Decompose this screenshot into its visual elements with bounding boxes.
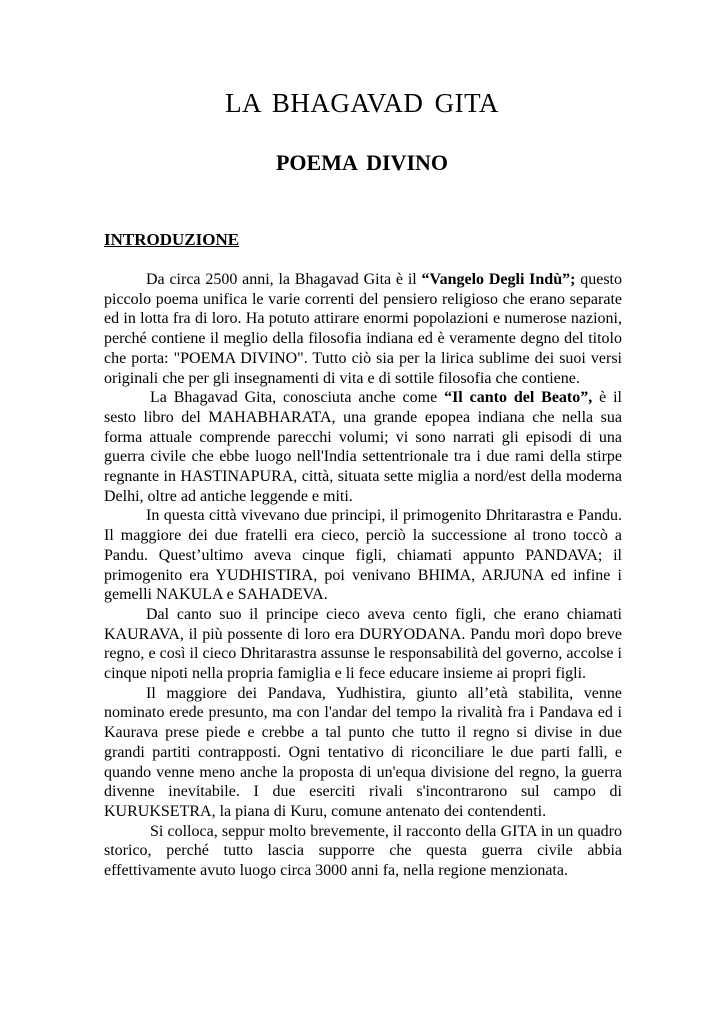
paragraph: In questa città vivevano due principi, il primogenito Dhritarastra e Pandu. Il maggiore dei due fratelli era cieco, perciò la successione al trono toccò a Pandu. Quest’ultimo aveva cinque figli, chiamati appunto PANDAVA; il primogenito era YUDHISTIRA, poi venivano BHIMA, ARJUNA ed infine i gemelli NAKULA e SAHADEVA. xyxy=(104,507,622,604)
section-heading: INTRODUZIONE xyxy=(104,230,240,249)
document-title: LA BHAGAVAD GITA xyxy=(225,88,499,118)
paragraph-text: questo piccolo poema unifica le varie correnti del pensiero religioso che erano separate ed in lotta fra di loro. Ha potuto attirare enormi popolazioni e numerose nazioni, perché contiene il meglio della filosofia indiana ed è veramente degno del titolo che porta: "POEMA DIVINO". Tutto ciò sia per la lirica sublime dei suoi versi originali che per gli insegnamenti di vita e di sottile filosofia che contiene. xyxy=(104,271,623,387)
document-subtitle: POEMA DIVINO xyxy=(275,150,449,175)
document-body xyxy=(104,270,622,881)
paragraph: Il maggiore dei Pandava, Yudhistira, giunto all’età stabilita, venne nominato erede presunto, ma con l'andar del tempo la rivalità fra i Pandava ed i Kaurava prese piede e crebbe a tal punto che tutto il regno si divise in due grandi partiti contrapposti. Ogni tentativo di riconciliare le due parti fallì, e quando venne meno anche la proposta di un'equa divisione del regno, la guerra divenne inevitabile. I due eserciti rivali s'incontrarono sul campo di KURUKSETRA, la piana di Kuru, comune antenato dei contendenti. xyxy=(104,684,622,820)
paragraph-text: Da circa 2500 anni, la Bhagavad Gita è il xyxy=(146,271,422,288)
paragraph-emphasis: “Il canto del Beato”, xyxy=(444,389,593,407)
paragraph-emphasis: “Vangelo Degli Indù”; xyxy=(421,271,576,288)
paragraph: Si colloca, seppur molto brevemente, il racconto della GITA in un quadro storico, perché tutto lascia supporre che questa guerra civile abbia effettivamente avuto luogo circa 3000 anni fa, nella regione menzionata. xyxy=(104,822,622,880)
paragraph-text: è il sesto libro del MAHABHARATA, una grande epopea indiana che nella sua forma attuale comprende parecchi volumi; vi sono narrati gli episodi di una guerra civile che ebbe luogo nell'India settentrionale tra i due rami della stirpe regnante in HASTINAPURA, città, situata sette miglia a nord/est della moderna Delhi, oltre ad antiche leggende e miti. xyxy=(104,389,623,505)
paragraph xyxy=(104,388,622,506)
paragraph: Dal canto suo il principe cieco aveva cento figli, che erano chiamati KAURAVA, il più possente di loro era DURYODANA. Pandu morì dopo breve regno, e così il cieco Dhritarastra assunse le responsabilità del governo, accolse i cinque nipoti nella propria famiglia e li fece educare insieme ai propri figli. xyxy=(104,605,622,683)
paragraph xyxy=(104,270,622,388)
paragraph-text: La Bhagavad Gita, conosciuta anche come xyxy=(150,389,445,407)
